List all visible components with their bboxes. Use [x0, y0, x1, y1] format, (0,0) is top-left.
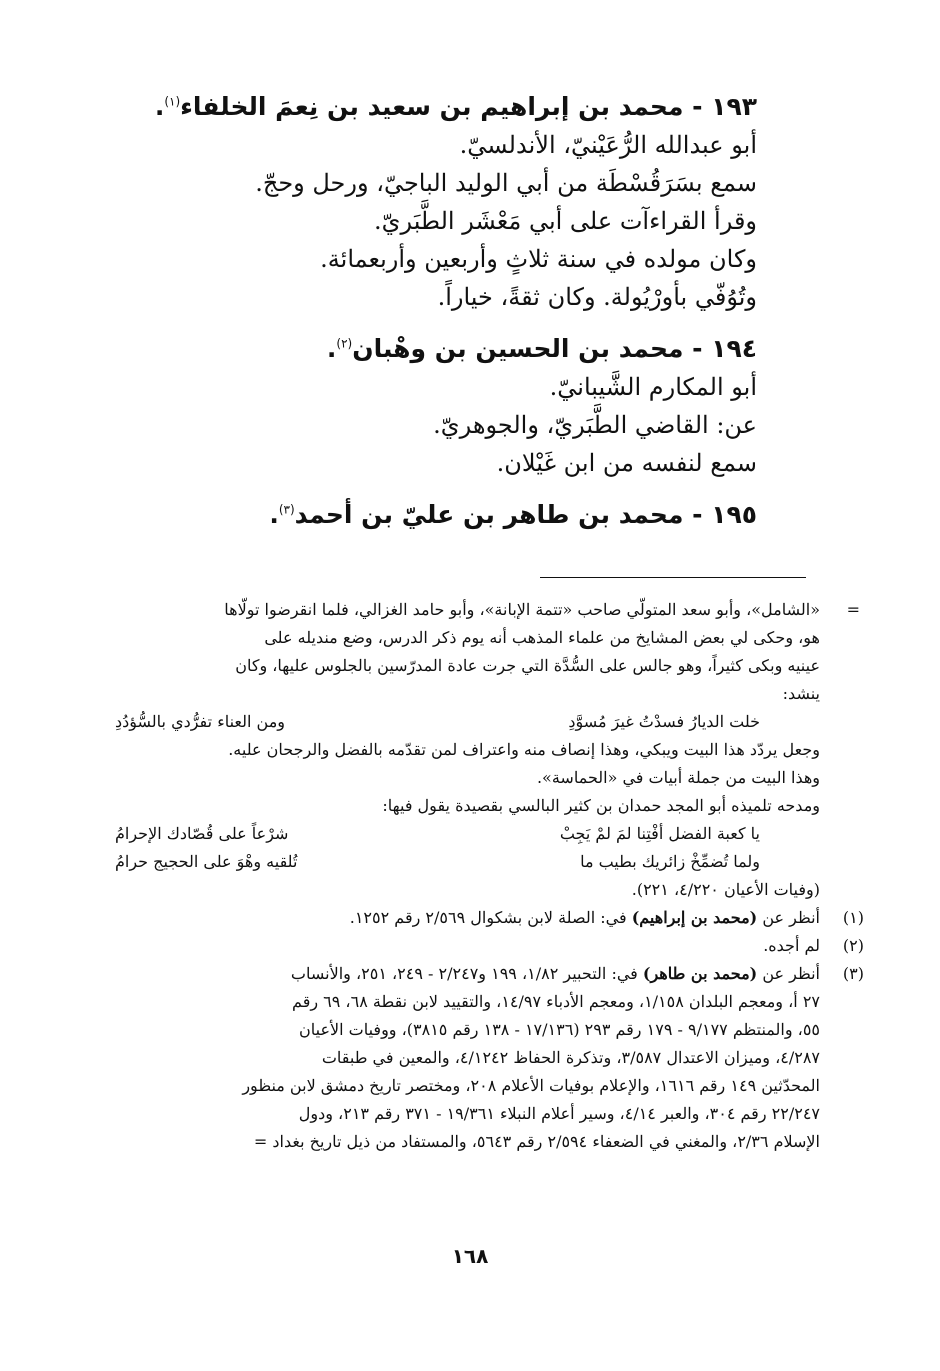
note-line: وجعل يردّد هذا البيت ويبكي، وهذا إنصاف منه واعتراف لمن تقدّمه بالفضل والرجحان عليه.	[228, 740, 820, 759]
footnote-line: ٤/٢٨٧، وميزان الاعتدال ٣/٥٨٧، وتذكرة الحفاظ ٤/١٢٤٢، والمعين في طبقات	[321, 1048, 820, 1067]
footnote-text-pre: لم أجده.	[763, 936, 820, 955]
footnote-text	[85, 960, 820, 988]
entry-heading-text: ١٩٣ - محمد بن إبراهيم بن سعيد بن نِعمَ الخلفاء	[180, 92, 757, 121]
continued-footnote	[85, 596, 860, 904]
entry-heading-text: ١٩٤ - محمد بن الحسين بن وهْبان	[352, 334, 757, 363]
continuation-mark: =	[846, 600, 860, 619]
footnote-text-pre: أنظر عن	[757, 964, 820, 983]
note-line: ينشد:	[782, 684, 820, 703]
verse-second-hemistich: شرْعاً على قُصّادك الإحرامُ	[115, 824, 289, 843]
source-citation: (وفيات الأعيان ٤/٢٢٠، ٢٢١).	[631, 880, 820, 899]
footnote-text-pre: أنظر عن	[757, 908, 820, 927]
heading-period: .	[154, 92, 165, 121]
footnotes-section	[85, 596, 864, 1156]
footnote-number: (١)	[842, 908, 864, 927]
note-line: عينيه وبكى كثيراً، وهو جالس على السُّدَّة التي جرت عادة المدرّسين بالجلوس عليها، وكان	[235, 656, 820, 675]
entry-spacer	[157, 482, 757, 496]
footnote-text	[85, 904, 820, 932]
footnote-line: ٢٢/٢٤٧ رقم ٣٠٤، والعبر ٤/١٤، وسير أعلام النبلاء ١٩/٣٦١ - ٣٧١ رقم ٢١٣، ودول	[298, 1104, 820, 1123]
verse-line	[85, 848, 820, 876]
entry-line: أبو عبدالله الرُّعَيْنيّ، الأندلسيّ.	[459, 131, 757, 159]
entry-line: عن: القاضي الطَّبَريّ، والجوهريّ.	[433, 411, 757, 439]
verse-line	[85, 820, 820, 848]
footnote-line: ٥٥، والمنتظم ٩/١٧٧ - ١٧٩ رقم ٢٩٣ (١٧/١٣٦ - ١٣٨ رقم ٣٨١٥)، ووفيات الأعيان	[299, 1020, 820, 1039]
note-line: هو، وحكى لي بعض المشايخ من علماء المذهب أنه يوم ذكر الدرس، وضع منديله على	[264, 628, 820, 647]
entry-line: سمع بسَرَقُسْطَة من أبي الوليد الباجيّ، ورحل وحجّ.	[255, 169, 757, 197]
note-line: وهذا البيت من جملة أبيات في «الحماسة».	[536, 768, 820, 787]
entry-heading-text: ١٩٥ - محمد بن طاهر بن عليّ بن أحمد	[294, 500, 757, 529]
verse-second-hemistich: تُلقيه وهْوَ على الحجيج حرامُ	[115, 852, 298, 871]
entry-195	[157, 496, 757, 534]
footnote-separator	[540, 577, 806, 578]
entry-spacer	[157, 316, 757, 330]
main-text	[154, 88, 757, 534]
footnote-ref[interactable]: (١)	[164, 94, 181, 109]
entry-line: وتُوُفّي بأورْيُولة. وكان ثقةً، خياراً.	[437, 283, 757, 311]
heading-period: .	[269, 500, 279, 529]
note-line: ومدحه تلميذه أبو المجد حمدان بن كثير البالسي بقصيدة يقول فيها:	[382, 796, 820, 815]
footnote-line: الإسلام ٢/٣٦، والمغني في الضعفاء ٢/٥٩٤ رقم ٥٦٤٣، والمستفاد من ذيل تاريخ بغداد =	[253, 1132, 820, 1151]
footnote-1	[85, 904, 864, 932]
verse-line	[85, 708, 820, 736]
note-line: «الشامل»، وأبو سعد المتولّي صاحب «تتمة الإبانة»، وأبو حامد الغزالي، فلما انقرضوا تولّاها	[224, 600, 820, 619]
entry-line: سمع لنفسه من ابن غَيْلان.	[496, 449, 757, 477]
entry-line: أبو المكارم الشَّيبانيّ.	[549, 373, 757, 401]
footnote-number: (٢)	[842, 936, 864, 955]
entry-193	[154, 88, 757, 316]
footnote-line: المحدّثين ١٤٩ رقم ١٦١٦، والإعلام بوفيات الأعلام ٢٠٨، ومختصر تاريخ دمشق لابن منظور	[242, 1076, 820, 1095]
footnote-subject: (محمد بن إبراهيم)	[631, 908, 758, 927]
verse-second-hemistich: ومن العناء تفرُّدي بالسُّؤدُدِ	[115, 712, 286, 731]
verse-first-hemistich: خلت الديارُ فسدْتُ غيرَ مُسوَّدِ	[568, 712, 760, 731]
footnote-text-post: في: الصلة لابن بشكوال ٢/٥٦٩ رقم ١٢٥٢.	[349, 908, 632, 927]
footnote-2	[85, 932, 864, 960]
heading-period: .	[326, 334, 337, 363]
footnote-ref[interactable]: (٣)	[278, 502, 295, 517]
entry-line: وقرأ القراءآت على أبي مَعْشَر الطَّبَريّ.	[374, 207, 757, 235]
footnote-line: ٢٧ أ، ومعجم البلدان ١/١٥٨، ومعجم الأدباء ١٤/٩٧، والتقييد لابن نقطة ٦٨، ٦٩ رقم	[292, 992, 820, 1011]
footnote-ref[interactable]: (٢)	[336, 336, 353, 351]
entry-heading	[157, 496, 757, 534]
verse-first-hemistich: يا كعبة الفضل أفْتِنا لمَ لمْ يَجِبْ	[559, 824, 760, 843]
footnote-number: (٣)	[842, 964, 864, 983]
entry-heading	[154, 88, 757, 126]
entry-heading	[157, 330, 757, 368]
footnote-text	[85, 932, 820, 960]
footnote-text-post: في: التحبير ١/٨٢، ١٩٩ و٢/٢٤٧ - ٢٤٩، ٢٥١، والأنساب	[290, 964, 643, 983]
footnote-subject: (محمد بن طاهر)	[642, 964, 758, 983]
verse-first-hemistich: ولما تُضمِّخْ زائريك بطيب ما	[580, 852, 760, 871]
entry-194	[157, 330, 757, 482]
entry-line: وكان مولده في سنة ثلاثٍ وأربعين وأربعمائة.	[320, 245, 757, 273]
page-number: ١٦٨	[451, 1244, 489, 1268]
footnote-3	[85, 960, 864, 1156]
